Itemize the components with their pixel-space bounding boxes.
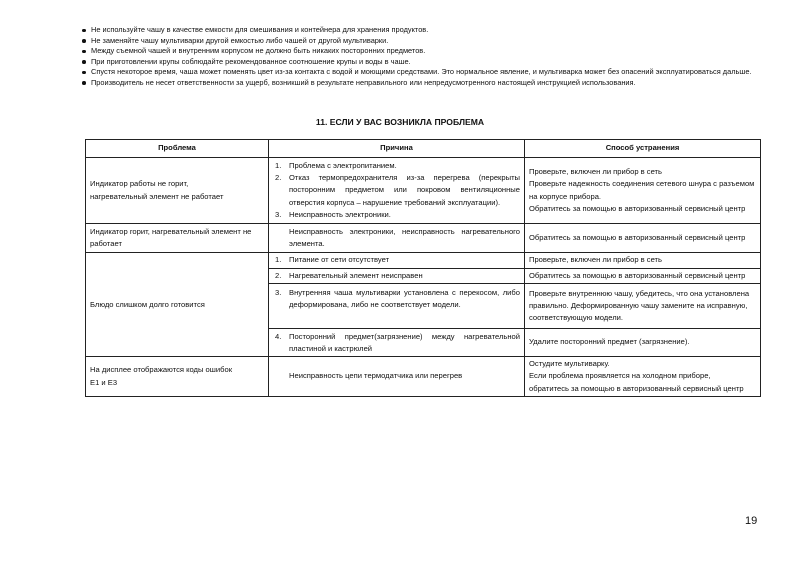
cause-number: 2. bbox=[275, 173, 282, 183]
cause-number: 3. bbox=[275, 209, 282, 219]
solution-subcell bbox=[525, 329, 760, 356]
solution-text: Удалите посторонний предмет (загрязнение). bbox=[529, 337, 690, 347]
note-item: Не используйте чашу в качестве емкости для смешивания и контейнера для хранения продуктов. bbox=[80, 25, 765, 36]
subrow bbox=[269, 253, 760, 268]
column-header-solution: Способ устранения bbox=[525, 140, 761, 158]
solution-subcell bbox=[525, 284, 760, 328]
solution-text: Обратитесь за помощью в авторизованный сервисный центр bbox=[529, 270, 746, 280]
problem-text: E1 и E3 bbox=[90, 377, 118, 387]
problem-cell bbox=[86, 224, 269, 253]
problem-cell bbox=[86, 357, 269, 397]
cause-subcell bbox=[269, 253, 525, 267]
cause-cell bbox=[269, 224, 525, 253]
cause-number: 1. bbox=[275, 161, 282, 170]
page-number: 19 bbox=[745, 515, 758, 527]
cause-number: 4. bbox=[275, 331, 282, 341]
note-item: Спустя некоторое время, чаша может поменять цвет из-за контакта с водой и моющими средствами. Это нормальное явление, и мультиварка может без опасений эксплуатироваться дальше. bbox=[80, 67, 765, 78]
subrow bbox=[269, 329, 760, 356]
problem-text: Индикатор горит, нагревательный элемент не работает bbox=[90, 227, 252, 249]
solution-text: обратитесь за помощью в авторизованный сервисный центр bbox=[529, 383, 744, 393]
cause-number: 3. bbox=[275, 287, 282, 297]
solution-text: Проверьте надежность соединения сетевого шнура с разъемом на корпусе прибора. bbox=[529, 179, 755, 201]
note-item: При приготовлении крупы соблюдайте рекомендованное соотношение крупы и воды в чаше. bbox=[80, 57, 765, 68]
cause-text: Внутренняя чаша мультиварки установлена с перекосом, либо деформирована, либо не соответствует модели. bbox=[289, 287, 520, 310]
cause-item bbox=[275, 160, 520, 172]
note-item: Между съемной чашей и внутренним корпусом не должно быть никаких посторонних предметов. bbox=[80, 46, 765, 57]
solution-text: Обратитесь за помощью в авторизованный сервисный центр bbox=[529, 203, 746, 213]
cause-item bbox=[275, 209, 520, 221]
section-title: 11. ЕСЛИ У ВАС ВОЗНИКЛА ПРОБЛЕМА bbox=[315, 117, 485, 127]
note-item: Не заменяйте чашу мультиварки другой емкостью либо чашей от другой мультиварки. bbox=[80, 36, 765, 47]
cause-item bbox=[275, 172, 520, 209]
solution-subcell bbox=[525, 253, 760, 267]
cause-subcell bbox=[269, 329, 525, 356]
table-row bbox=[86, 253, 761, 357]
table-header-row bbox=[86, 140, 761, 158]
notes-list bbox=[80, 25, 765, 89]
cause-cell bbox=[269, 357, 525, 397]
cause-subcell bbox=[269, 284, 525, 328]
cause-number: 2. bbox=[275, 270, 282, 280]
solution-text: Остудите мультиварку. bbox=[529, 359, 610, 369]
cause-text: Посторонний предмет(загрязнение) между нагревательной пластиной и кастрюлей bbox=[289, 331, 520, 354]
subrow bbox=[269, 284, 760, 329]
problem-text: нагревательный элемент не работает bbox=[90, 191, 224, 201]
cause-text: Нагревательный элемент неисправен bbox=[289, 270, 423, 280]
cause-text: Неисправность электроники. bbox=[289, 209, 391, 219]
problem-text: На дисплее отображаются коды ошибок bbox=[90, 365, 233, 375]
table-row bbox=[86, 158, 761, 224]
cause-subcell bbox=[269, 269, 525, 283]
cause-text: Неисправность цепи термодатчика или перегрев bbox=[289, 371, 463, 381]
solution-text: Обратитесь за помощью в авторизованный сервисный центр bbox=[529, 233, 746, 243]
note-item: Производитель не несет ответственности за ущерб, возникший в результате неправильного или непредусмотренного настоящей инструкцией использования. bbox=[80, 78, 765, 89]
problem-text: Индикатор работы не горит, bbox=[90, 179, 189, 189]
cause-solution-group bbox=[269, 253, 761, 357]
cause-text: Питание от сети отсутствует bbox=[289, 255, 390, 265]
subrow bbox=[269, 269, 760, 284]
table-row bbox=[86, 357, 761, 397]
table-row bbox=[86, 224, 761, 253]
problem-cell bbox=[86, 158, 269, 224]
solution-text: Проверьте, включен ли прибор в сеть bbox=[529, 255, 662, 265]
cause-cell bbox=[269, 158, 525, 224]
troubleshooting-table bbox=[85, 139, 761, 397]
cause-text: Проблема с электропитанием. bbox=[289, 161, 397, 170]
solution-text: Если проблема проявляется на холодном приборе, bbox=[529, 371, 711, 381]
solution-cell bbox=[525, 224, 761, 253]
solution-text: Проверьте внутреннюю чашу, убедитесь, что она установлена правильно. Деформированную чашу замените на исправную, соответствующую модели. bbox=[529, 288, 750, 322]
problem-cell bbox=[86, 253, 269, 357]
column-header-cause: Причина bbox=[269, 140, 525, 158]
column-header-problem: Проблема bbox=[86, 140, 269, 158]
solution-cell bbox=[525, 158, 761, 224]
solution-text: Проверьте, включен ли прибор в сеть bbox=[529, 167, 662, 177]
cause-text: Отказ термопредохранителя из-за перегрева (перекрыты посторонним предметом или покровом вентиляционные отверстия корпуса – нарушение требований эксплуатации). bbox=[289, 173, 520, 207]
cause-text: Неисправность электроники, неисправность нагревательного элемента. bbox=[289, 227, 520, 249]
solution-subcell bbox=[525, 269, 760, 283]
solution-cell bbox=[525, 357, 761, 397]
cause-number: 1. bbox=[275, 255, 282, 265]
problem-text: Блюдо слишком долго готовится bbox=[90, 299, 205, 309]
